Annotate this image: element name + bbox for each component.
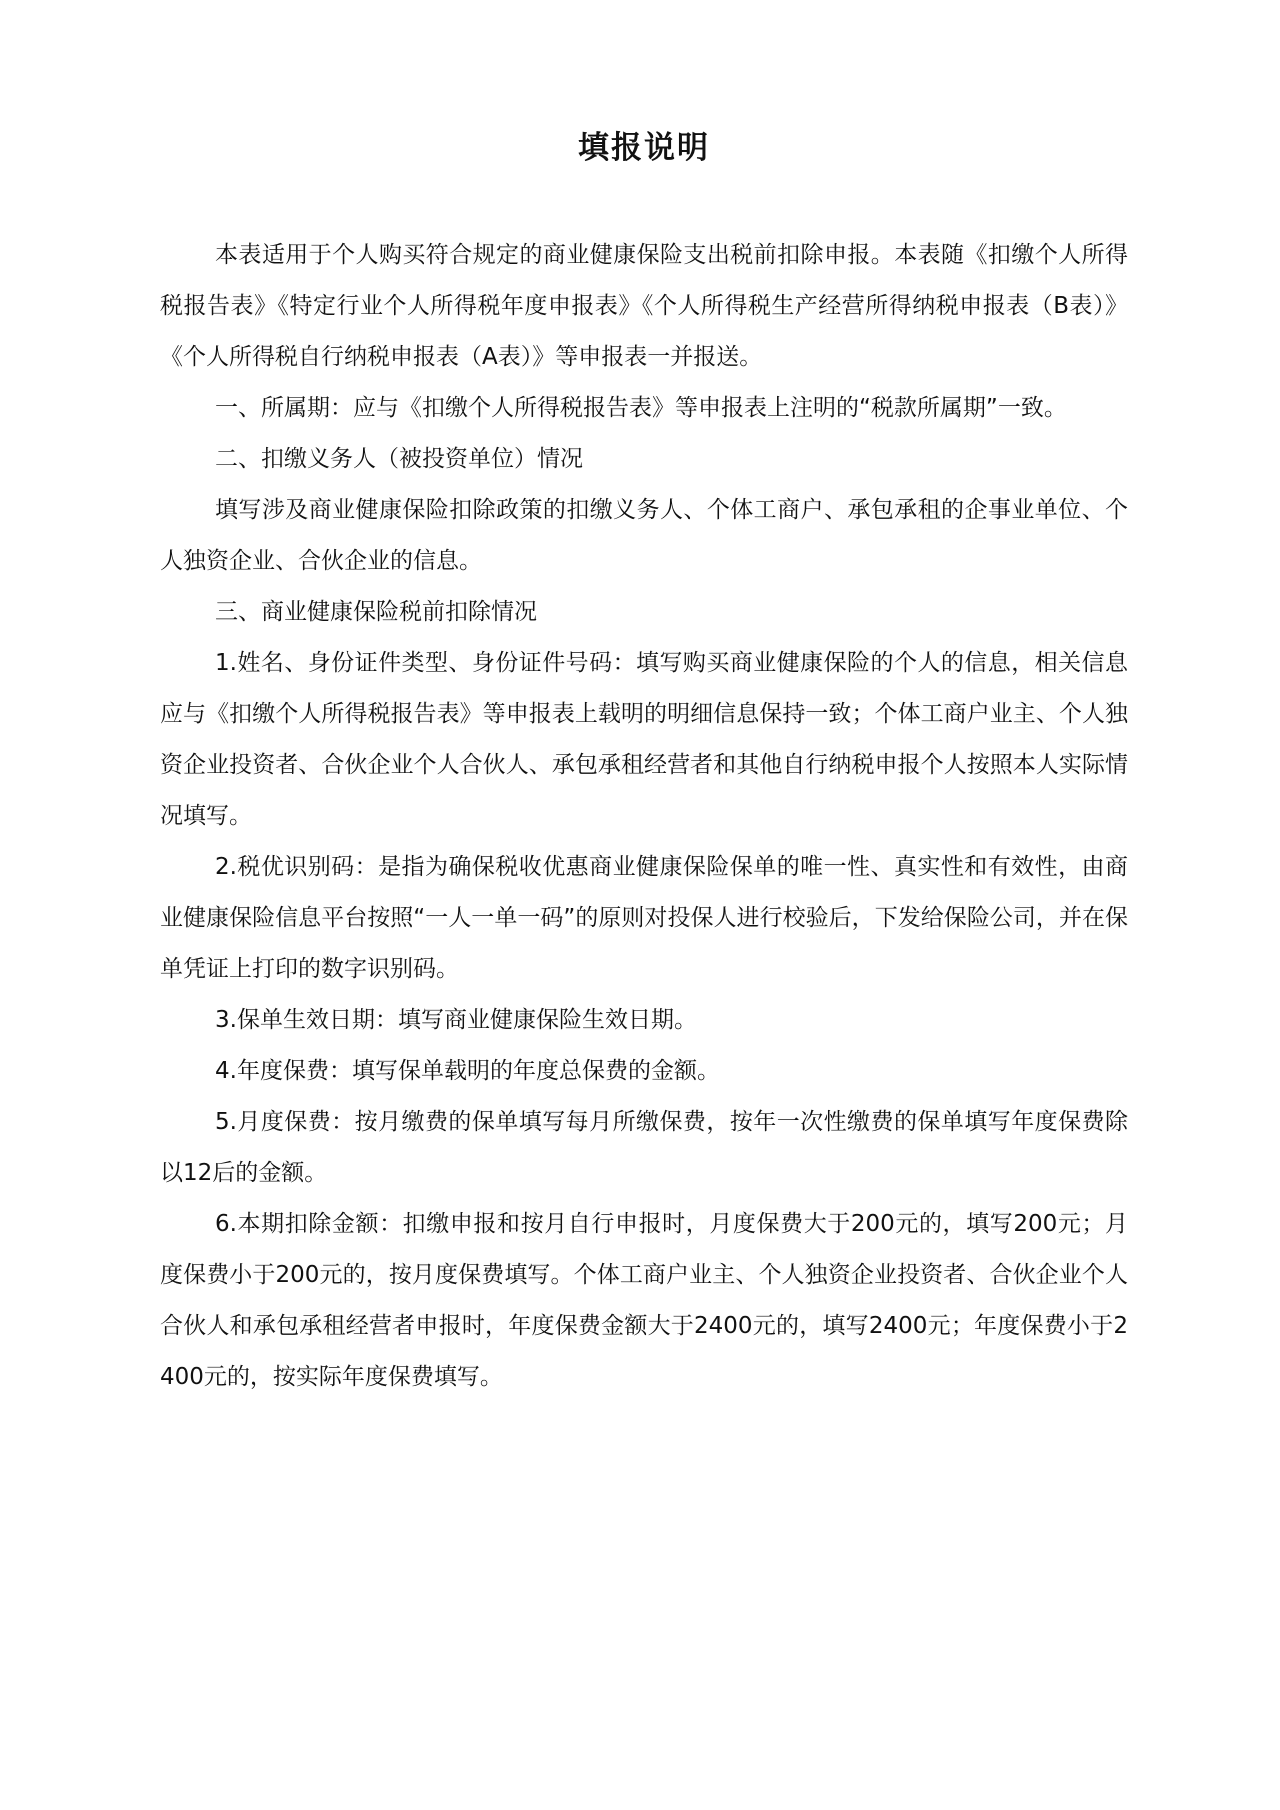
paragraph-item-2: 2.税优识别码：是指为确保税收优惠商业健康保险保单的唯一性、真实性和有效性，由商业健康保险信息平台按照“一人一单一码”的原则对投保人进行校验后，下发给保险公司，并在保单凭证上打印的数字识别码。 — [160, 854, 1128, 982]
paragraph-section-2-body: 填写涉及商业健康保险扣除政策的扣缴义务人、个体工商户、承包承租的企事业单位、个人独资企业、合伙企业的信息。 — [160, 497, 1128, 574]
paragraph-item-5: 5.月度保费：按月缴费的保单填写每月所缴保费，按年一次性缴费的保单填写年度保费除以12后的金额。 — [160, 1109, 1128, 1186]
paragraph-section-3-heading: 三、商业健康保险税前扣除情况 — [215, 599, 537, 625]
paragraph-intro: 本表适用于个人购买符合规定的商业健康保险支出税前扣除申报。本表随《扣缴个人所得税报告表》《特定行业个人所得税年度申报表》《个人所得税生产经营所得纳税申报表（B表）》《个人所得税自行纳税申报表（A表）》等申报表一并报送。 — [160, 242, 1128, 370]
document-page — [160, 128, 1128, 1403]
paragraph-section-1: 一、所属期：应与《扣缴个人所得税报告表》等申报表上注明的“税款所属期”一致。 — [215, 395, 1067, 421]
paragraph-item-4: 4.年度保费：填写保单载明的年度总保费的金额。 — [215, 1058, 720, 1084]
paragraph-item-3: 3.保单生效日期：填写商业健康保险生效日期。 — [215, 1007, 697, 1033]
document-title: 填报说明 — [578, 130, 710, 166]
paragraph-item-6: 6.本期扣除金额：扣缴申报和按月自行申报时，月度保费大于200元的，填写200元；月度保费小于200元的，按月度保费填写。个体工商户业主、个人独资企业投资者、合伙企业个人合伙人和承包承租经营者申报时，年度保费金额大于2400元的，填写2400元；年度保费小于2400元的，按实际年度保费填写。 — [160, 1211, 1128, 1390]
paragraph-item-1: 1.姓名、身份证件类型、身份证件号码：填写购买商业健康保险的个人的信息，相关信息应与《扣缴个人所得税报告表》等申报表上载明的明细信息保持一致；个体工商户业主、个人独资企业投资者、合伙企业个人合伙人、承包承租经营者和其他自行纳税申报个人按照本人实际情况填写。 — [160, 650, 1128, 829]
paragraph-section-2-heading: 二、扣缴义务人（被投资单位）情况 — [215, 446, 583, 472]
